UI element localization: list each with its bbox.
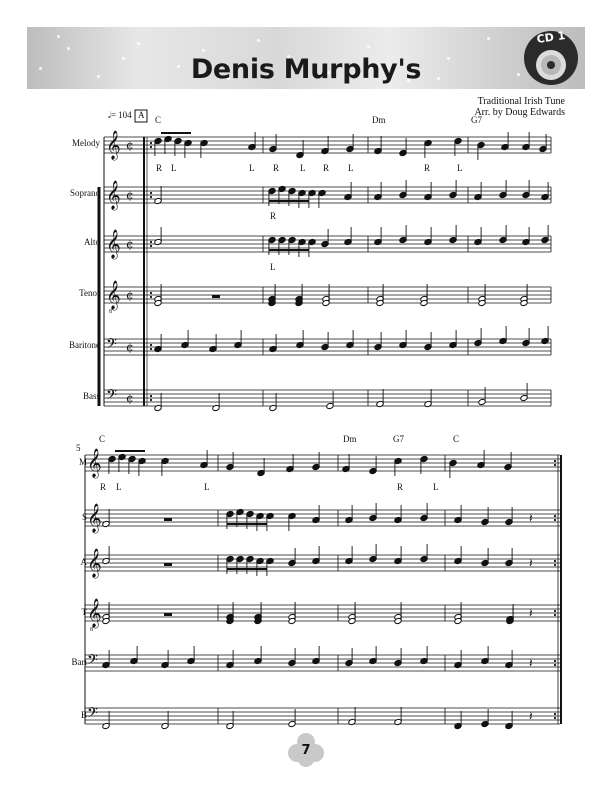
quarter-rest-icon: 𝄽 xyxy=(529,656,533,670)
hand-marking: R xyxy=(397,482,404,492)
repeat-dot xyxy=(554,515,556,517)
hand-marking: R xyxy=(100,482,107,492)
hand-marking: R xyxy=(270,211,277,221)
half-note-icon: 𝅗𝅥 xyxy=(108,110,111,120)
bass-clef-icon: 𝄢 xyxy=(106,387,117,407)
repeat-dot xyxy=(150,296,152,298)
cut-time-signature: ¢ xyxy=(126,188,134,202)
page-title: Denis Murphy's xyxy=(190,54,422,85)
chord-symbol: C xyxy=(99,434,106,444)
octave-marker: 8 xyxy=(90,627,93,633)
hand-marking: R xyxy=(156,163,163,173)
hand-marking: L xyxy=(348,163,354,173)
quarter-rest-icon: 𝄽 xyxy=(529,709,533,723)
half-rest xyxy=(164,518,172,521)
cut-time-signature: ¢ xyxy=(126,391,134,405)
tenor-treble-clef-icon: 𝄞 xyxy=(106,280,121,309)
instrument-label: Bari xyxy=(71,657,87,667)
cut-time-signature: ¢ xyxy=(126,288,134,302)
hand-marking: L xyxy=(171,163,177,173)
chord-symbol: C xyxy=(155,115,162,125)
hand-marking: R xyxy=(273,163,280,173)
page-number: 7 xyxy=(301,743,311,758)
bass-clef-icon: 𝄢 xyxy=(87,705,98,725)
repeat-dot xyxy=(150,348,152,350)
instrument-label: Bass xyxy=(82,391,100,401)
instrument-label: Alto xyxy=(83,237,100,247)
repeat-dot xyxy=(554,560,556,562)
hand-marking: L xyxy=(270,262,276,272)
repeat-dot xyxy=(150,241,152,243)
repeat-dot xyxy=(150,245,152,247)
hand-marking: L xyxy=(457,163,463,173)
chord-symbol: C xyxy=(453,434,460,444)
treble-clef-icon: 𝄞 xyxy=(106,229,121,258)
repeat-dot xyxy=(150,192,152,194)
hand-marking: L xyxy=(116,482,122,492)
hand-marking: L xyxy=(433,482,439,492)
instrument-label: Melody xyxy=(72,138,100,148)
instrument-label: T xyxy=(81,607,87,617)
tempo-marking: 𝅗𝅥= 104 xyxy=(108,110,132,120)
repeat-dot xyxy=(150,142,152,144)
cut-time-signature: ¢ xyxy=(126,237,134,251)
tenor-treble-clef-icon: 𝄞 xyxy=(87,598,102,627)
repeat-dot xyxy=(554,564,556,566)
rehearsal-mark: A xyxy=(138,110,145,120)
repeat-dot xyxy=(554,519,556,521)
treble-clef-icon: 𝄞 xyxy=(87,548,102,577)
hand-marking: L xyxy=(249,163,255,173)
repeat-dot xyxy=(554,717,556,719)
treble-clef-icon: 𝄞 xyxy=(106,130,121,159)
bass-clef-icon: 𝄢 xyxy=(106,336,117,356)
instrument-label: B xyxy=(80,710,87,720)
chord-symbol: G7 xyxy=(393,434,404,444)
instrument-label: Baritone xyxy=(69,340,100,350)
repeat-dot xyxy=(554,610,556,612)
measure-number: 5 xyxy=(76,443,81,453)
repeat-dot xyxy=(554,713,556,715)
chord-symbol: Dm xyxy=(372,115,386,125)
treble-clef-icon: 𝄞 xyxy=(87,448,102,477)
hand-marking: L xyxy=(300,163,306,173)
repeat-dot xyxy=(150,395,152,397)
instrument-label: A xyxy=(80,557,87,567)
treble-clef-icon: 𝄞 xyxy=(87,503,102,532)
half-rest xyxy=(164,563,172,566)
cut-time-signature: ¢ xyxy=(126,138,134,152)
quarter-rest-icon: 𝄽 xyxy=(529,606,533,620)
chord-symbol: Dm xyxy=(343,434,357,444)
half-rest xyxy=(164,613,172,616)
bass-clef-icon: 𝄢 xyxy=(87,652,98,672)
octave-marker: 8 xyxy=(109,309,112,315)
repeat-dot xyxy=(150,196,152,198)
hand-marking: R xyxy=(424,163,431,173)
repeat-dot xyxy=(150,399,152,401)
hand-marking: R xyxy=(323,163,330,173)
half-rest xyxy=(212,295,220,298)
chord-symbol: G7 xyxy=(471,115,482,125)
cd-badge-label: CD 1 xyxy=(535,29,567,46)
quarter-rest-icon: 𝄽 xyxy=(529,511,533,525)
repeat-dot xyxy=(150,146,152,148)
instrument-label: Tenor xyxy=(79,288,100,298)
repeat-dot xyxy=(554,460,556,462)
quarter-rest-icon: 𝄽 xyxy=(529,556,533,570)
repeat-dot xyxy=(554,660,556,662)
composer-credit: Traditional Irish Tune xyxy=(477,96,565,107)
repeat-dot xyxy=(554,464,556,466)
instrument-label: S xyxy=(81,512,87,522)
repeat-dot xyxy=(150,344,152,346)
instrument-label: Soprano xyxy=(70,188,100,198)
repeat-dot xyxy=(554,664,556,666)
treble-clef-icon: 𝄞 xyxy=(106,180,121,209)
repeat-dot xyxy=(554,614,556,616)
instrument-label: M xyxy=(78,457,87,467)
arranger-credit: Arr. by Doug Edwards xyxy=(474,107,565,118)
repeat-dot xyxy=(150,292,152,294)
cut-time-signature: ¢ xyxy=(126,340,134,354)
hand-marking: L xyxy=(204,482,210,492)
